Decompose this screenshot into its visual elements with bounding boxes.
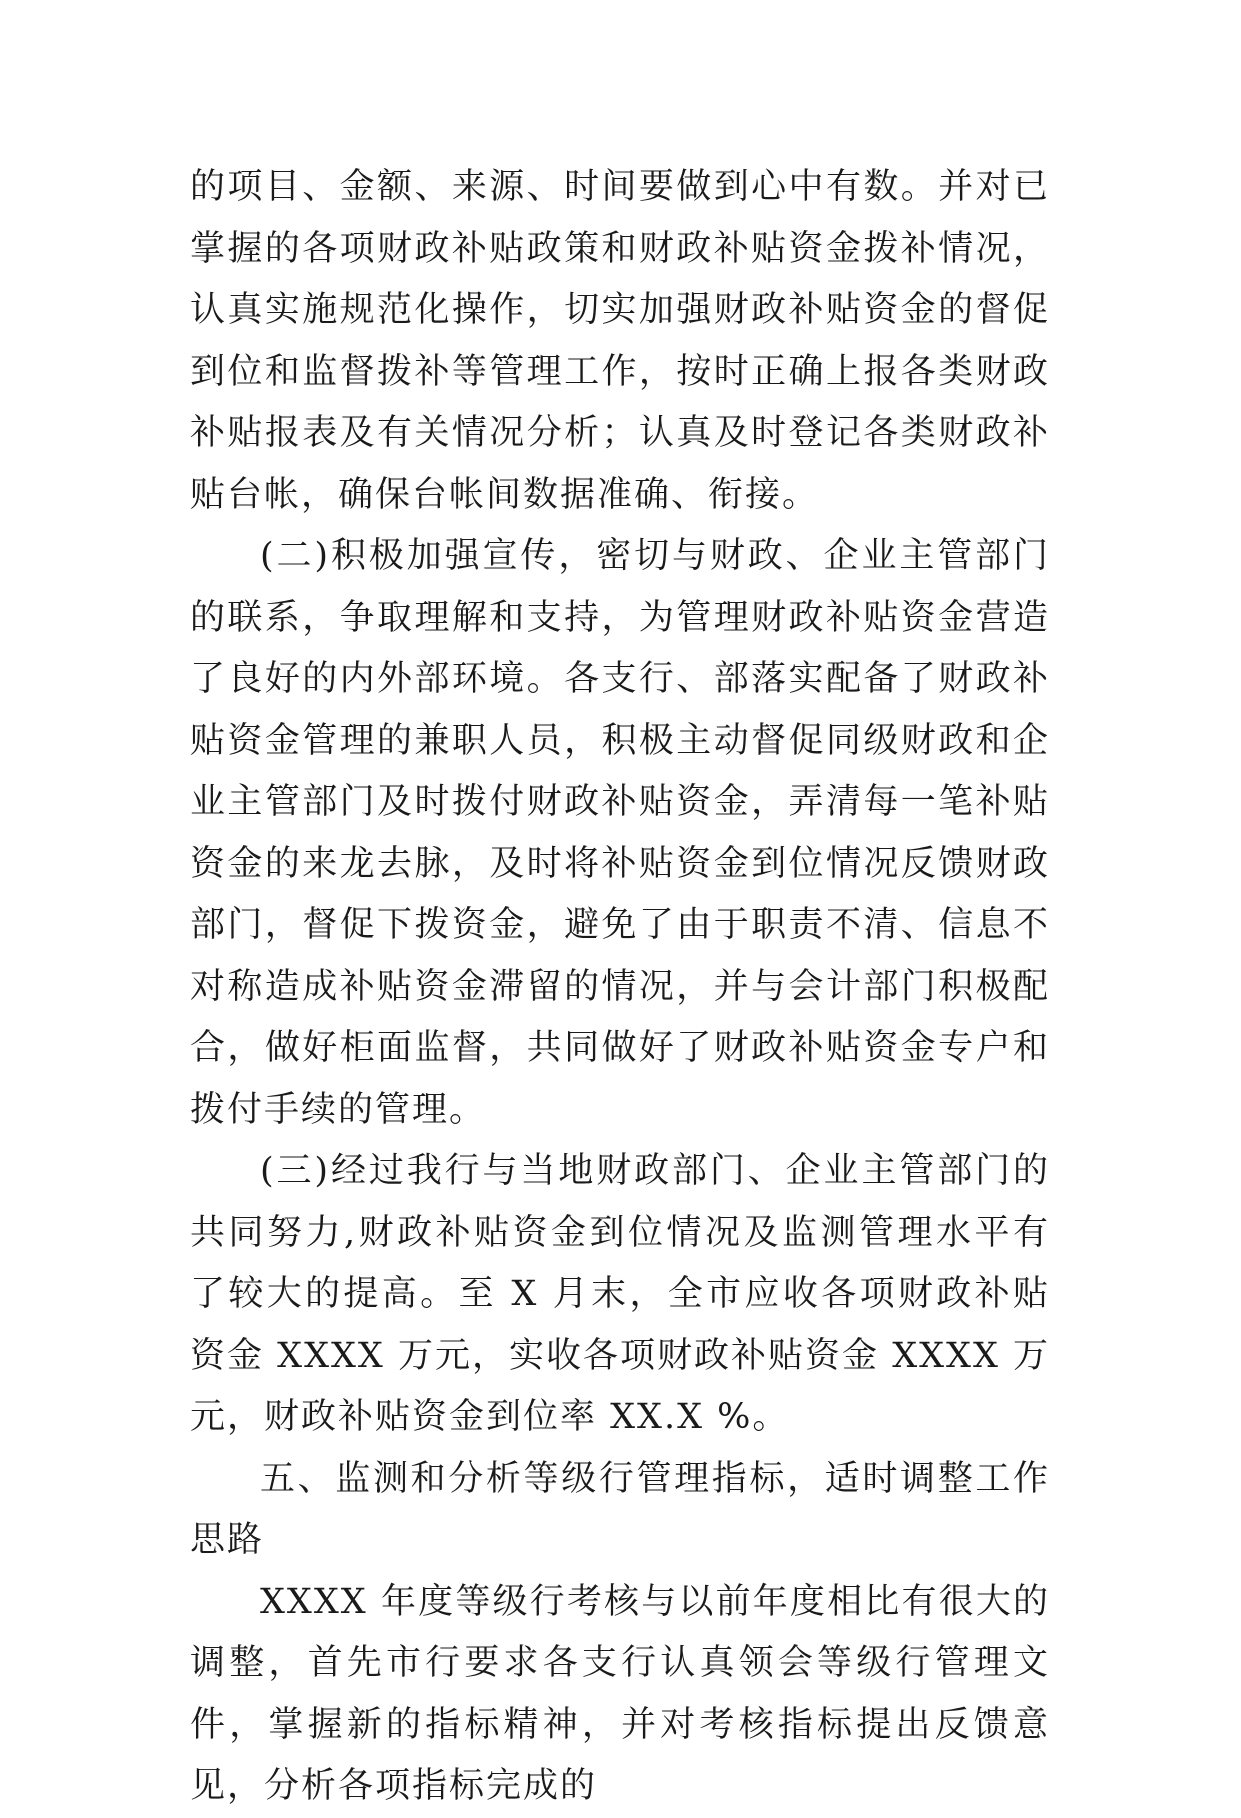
paragraph-section-five-body: XXXX 年度等级行考核与以前年度相比有很大的调整，首先市行要求各支行认真领会等级行管理文件，掌握新的指标精神，并对考核指标提出反馈意见，分析各项指标完成的 — [190, 1581, 1050, 1806]
paragraph-section-three: (三)经过我行与当地财政部门、企业主管部门的共同努力,财政补贴资金到位情况及监测管理水平有了较大的提高。至 X 月末，全市应收各项财政补贴资金 XXXX 万元，实收各项财政补贴资金 XXXX 万元，财政补贴资金到位率 XX.X %。 — [190, 1151, 1050, 1437]
section-heading-five: 五、监测和分析等级行管理指标，适时调整工作思路 — [190, 1458, 1050, 1560]
paragraph-section-two: (二)积极加强宣传，密切与财政、企业主管部门的联系，争取理解和支持，为管理财政补贴资金营造了良好的内外部环境。各支行、部落实配备了财政补贴资金管理的兼职人员，积极主动督促同级财政和企业主管部门及时拨付财政补贴资金，弄清每一笔补贴资金的来龙去脉，及时将补贴资金到位情况反馈财政部门，督促下拨资金，避免了由于职责不清、信息不对称造成补贴资金滞留的情况，并与会计部门积极配合，做好柜面监督，共同做好了财政补贴资金专户和拨付手续的管理。 — [190, 536, 1050, 1130]
document-body — [190, 157, 1050, 1818]
paragraph-continuation: 的项目、金额、来源、时间要做到心中有数。并对已掌握的各项财政补贴政策和财政补贴资金拨补情况，认真实施规范化操作，切实加强财政补贴资金的督促到位和监督拨补等管理工作，按时正确上报各类财政补贴报表及有关情况分析；认真及时登记各类财政补贴台帐，确保台帐间数据准确、衔接。 — [190, 167, 1050, 515]
